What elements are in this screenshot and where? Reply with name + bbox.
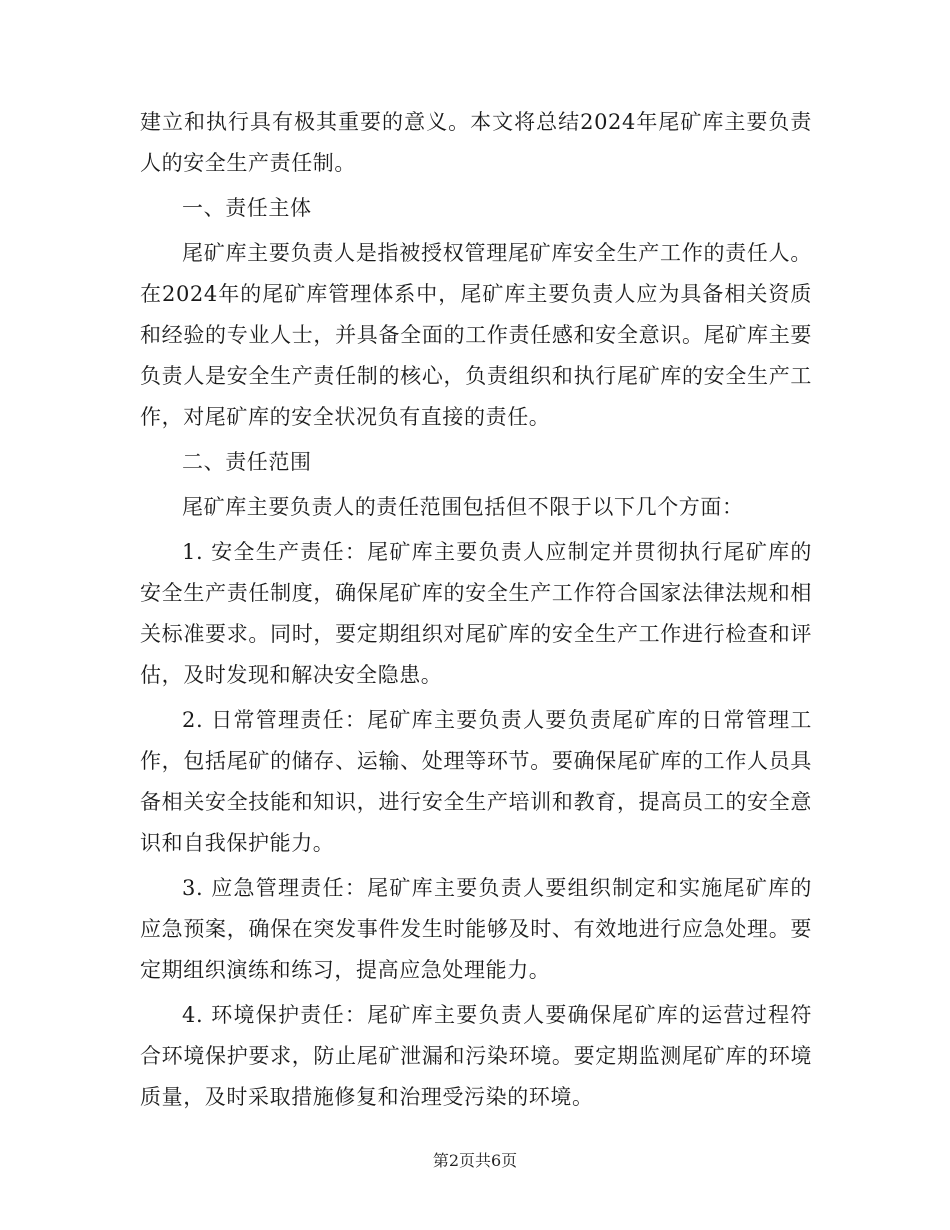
page-number-footer: 第2页共6页 bbox=[432, 1151, 518, 1170]
list-item-environmental-protection: 4. 环境保护责任：尾矿库主要负责人要确保尾矿库的运营过程符合环境保护要求，防止尾矿泄漏和污染环境。要定期监测尾矿库的环境质量，及时采取措施修复和治理受污染的环境。 bbox=[140, 1003, 812, 1109]
paragraph-responsibility-subject: 尾矿库主要负责人是指被授权管理尾矿库安全生产工作的责任人。在2024年的尾矿库管理体系中，尾矿库主要负责人应为具备相关资质和经验的专业人士，并具备全面的工作责任感和安全意识。尾矿库主要负责人是安全生产责任制的核心，负责组织和执行尾矿库的安全生产工作，对尾矿库的安全状况负有直接的责任。 bbox=[140, 241, 812, 429]
list-item-daily-management: 2. 日常管理责任：尾矿库主要负责人要负责尾矿库的日常管理工作，包括尾矿的储存、运输、处理等环节。要确保尾矿库的工作人员具备相关安全技能和知识，进行安全生产培训和教育，提高员工的安全意识和自我保护能力。 bbox=[140, 708, 812, 855]
section-heading-responsibility-scope: 二、责任范围 bbox=[182, 450, 312, 474]
document-body bbox=[140, 102, 812, 1118]
paragraph-scope-intro: 尾矿库主要负责人的责任范围包括但不限于以下几个方面： bbox=[182, 495, 744, 519]
list-item-emergency-management: 3. 应急管理责任：尾矿库主要负责人要组织制定和实施尾矿库的应急预案，确保在突发事件发生时能够及时、有效地进行应急处理。要定期组织演练和练习，提高应急处理能力。 bbox=[140, 876, 812, 982]
paragraph-intro-continuation: 建立和执行具有极其重要的意义。本文将总结2024年尾矿库主要负责人的安全生产责任制。 bbox=[140, 110, 812, 175]
list-item-safety-production: 1. 安全生产责任：尾矿库主要负责人应制定并贯彻执行尾矿库的安全生产责任制度，确保尾矿库的安全生产工作符合国家法律法规和相关标准要求。同时，要定期组织对尾矿库的安全生产工作进行检查和评估，及时发现和解决安全隐患。 bbox=[140, 540, 812, 687]
section-heading-responsibility-subject: 一、责任主体 bbox=[182, 196, 312, 220]
